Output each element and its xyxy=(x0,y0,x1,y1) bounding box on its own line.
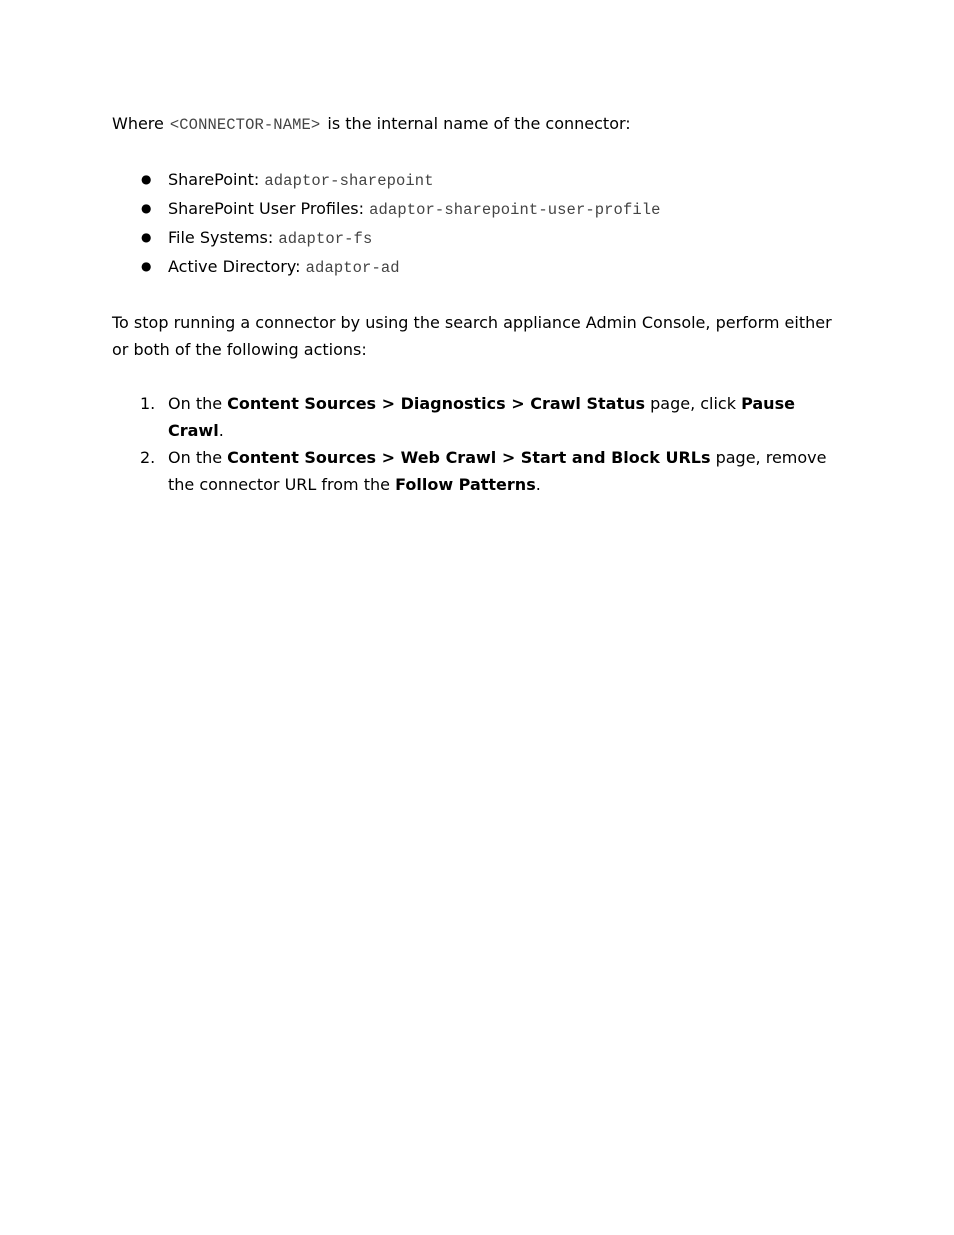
intro-paragraph xyxy=(112,110,842,139)
list-item xyxy=(112,195,842,224)
step-number: 2. xyxy=(140,448,156,467)
list-item xyxy=(112,166,842,195)
connector-label: Active Directory: xyxy=(168,257,306,276)
console-action: Pause Crawl xyxy=(168,394,795,440)
connector-code: adaptor-fs xyxy=(278,230,373,248)
step-text: On the xyxy=(168,448,228,467)
connector-name-placeholder: <CONNECTOR-NAME> xyxy=(169,116,321,134)
connector-label: SharePoint: xyxy=(168,170,265,189)
step-number: 1. xyxy=(140,394,156,413)
connector-label: SharePoint User Profiles: xyxy=(168,199,370,218)
connector-code: adaptor-sharepoint-user-profile xyxy=(369,201,661,219)
step-text: page, click xyxy=(645,394,742,413)
step-text: On the xyxy=(168,394,228,413)
connector-label: File Systems: xyxy=(168,228,279,247)
intro-suffix: is the internal name of the connector: xyxy=(327,114,631,133)
intro-prefix: Where xyxy=(112,114,164,133)
bullet-icon: ● xyxy=(141,230,152,244)
console-path: Content Sources > Diagnostics > Crawl Status xyxy=(227,394,646,413)
connector-code: adaptor-sharepoint xyxy=(264,172,434,190)
step-text: . xyxy=(535,475,541,494)
list-item xyxy=(112,253,842,282)
console-setting: Follow Patterns xyxy=(395,475,536,494)
document-page xyxy=(112,110,842,498)
step-item xyxy=(112,444,842,498)
bullet-icon: ● xyxy=(141,259,152,273)
connector-code: adaptor-ad xyxy=(305,259,400,277)
console-path: Content Sources > Web Crawl > Start and Block URLs xyxy=(227,448,711,467)
step-text: page, remove the connector URL from the xyxy=(168,448,827,494)
connector-list xyxy=(112,166,842,282)
stop-connector-paragraph: To stop running a connector by using the search appliance Admin Console, perform either or both of the following actions: xyxy=(112,313,832,359)
step-item xyxy=(112,390,842,444)
bullet-icon: ● xyxy=(141,172,152,186)
list-item xyxy=(112,224,842,253)
step-text: . xyxy=(218,421,224,440)
bullet-icon: ● xyxy=(141,201,152,215)
steps-list xyxy=(112,390,842,498)
